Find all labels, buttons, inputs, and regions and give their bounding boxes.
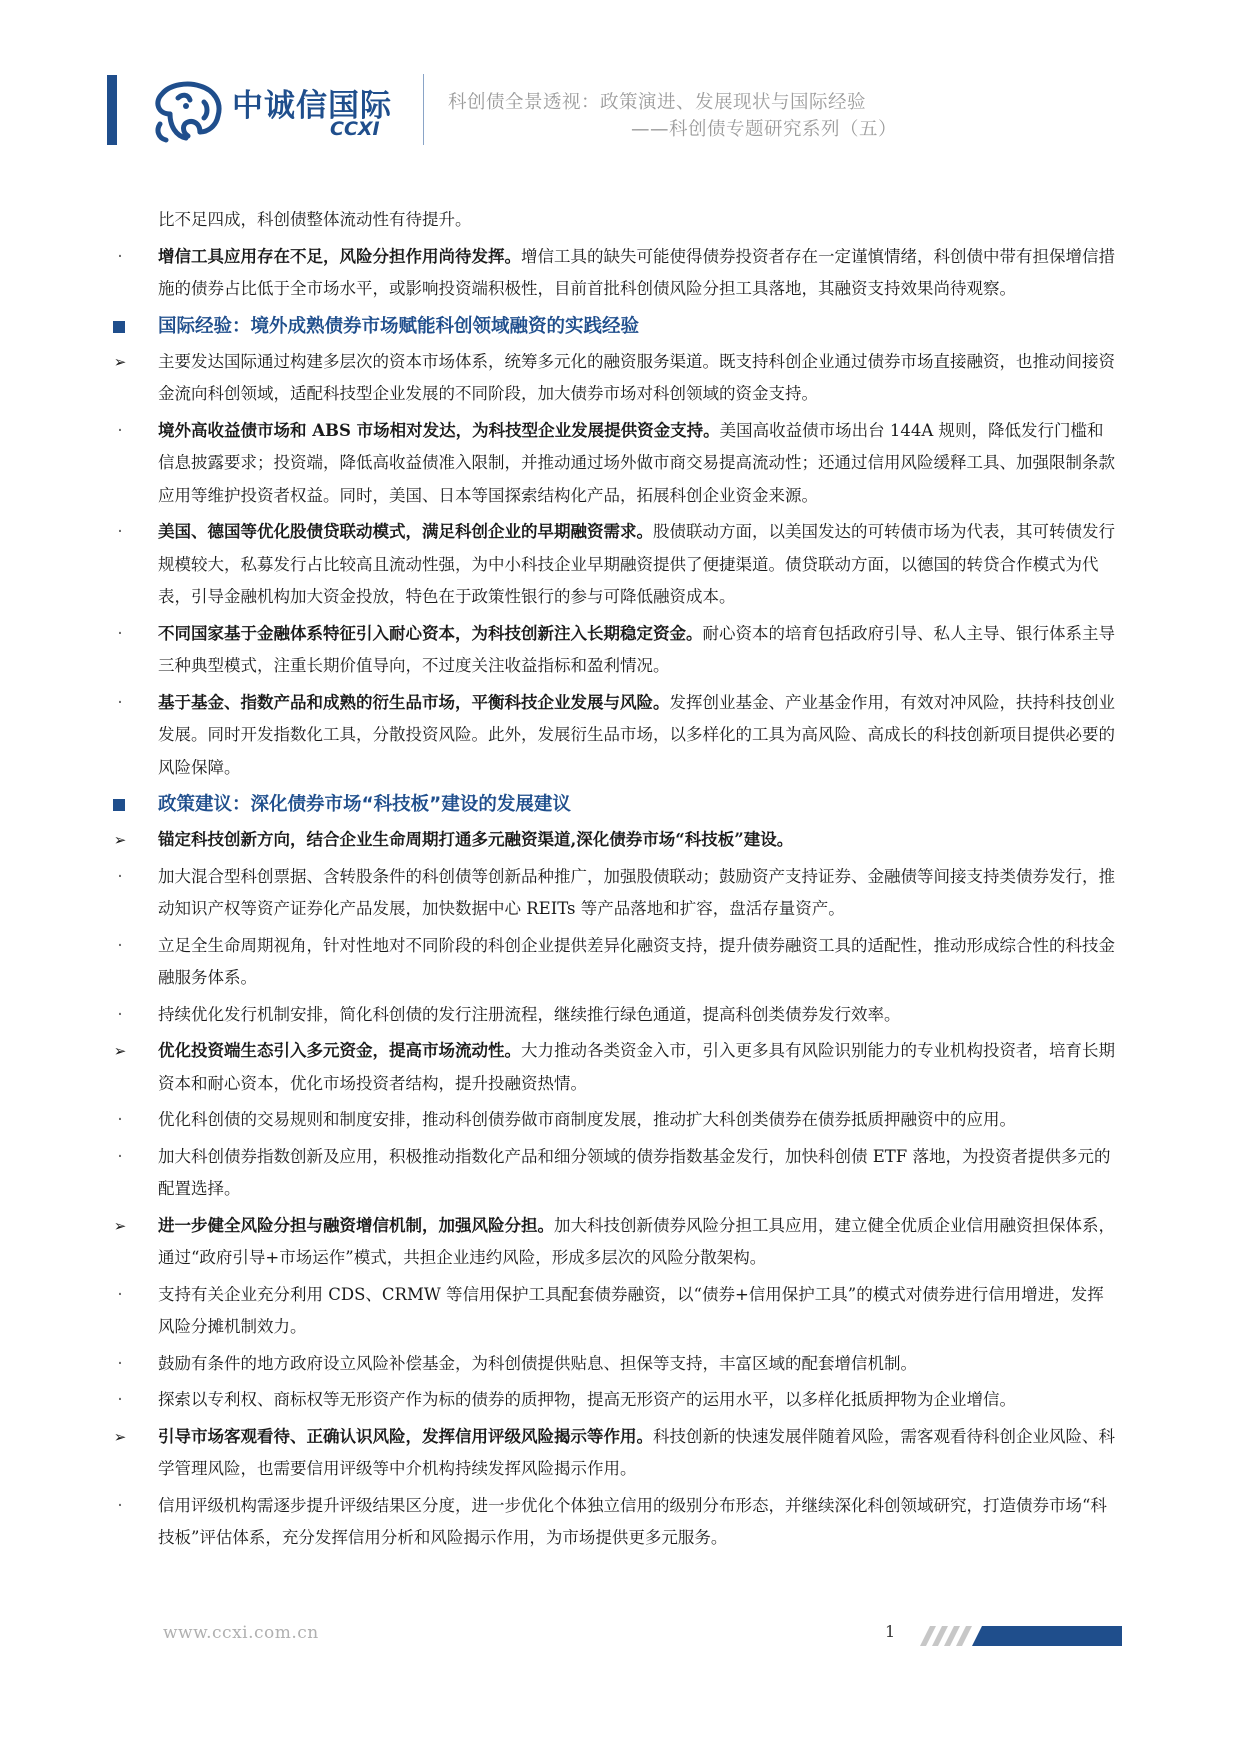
arrow-bullet-icon: ➢ <box>113 1216 127 1235</box>
dot-bullet-icon: · <box>117 1284 123 1304</box>
paragraph <box>0 346 1118 411</box>
paragraph-text: 股债联动方面，以美国发达的可转债市场为代表，其可转债发行规模较大，私募发行占比较高且流动性强，为中小科技企业早期融资提供了便捷渠道。债贷联动方面，以德国的转贷合作模式为代表，引导金融机构加大资金投放，特色在于政策性银行的参与可降低融资成本。 <box>158 522 1115 606</box>
paragraph <box>0 1279 1118 1344</box>
paragraph-text: 科技创新的快速发展伴随着风险，需客观看待科创企业风险、科学管理风险，也需要信用评级等中介机构持续发挥风险揭示作用。 <box>158 1426 1115 1478</box>
paragraph-text: 优化科创债的交易规则和制度安排，推动科创债券做市商制度发展，推动扩大科创类债券在债券抵质押融资中的应用。 <box>158 1110 1016 1129</box>
dot-bullet-icon: · <box>117 623 123 643</box>
paragraph-text: 支持有关企业充分利用 CDS、CRMW 等信用保护工具配套债券融资，以“债券+信用保护工具”的模式对债券进行信用增进，发挥风险分摊机制效力。 <box>158 1284 1104 1336</box>
paragraph-text: 加大科技创新债券风险分担工具应用，建立健全优质企业信用融资担保体系，通过“政府引导+市场运作”模式，共担企业违约风险，形成多层次的风险分散架构。 <box>158 1215 1115 1267</box>
footer-website: www.ccxi.com.cn <box>163 1623 319 1643</box>
paragraph-lead: 进一步健全风险分担与融资增信机制，加强风险分担。 <box>158 1215 554 1235</box>
paragraph-lead: 不同国家基于金融体系特征引入耐心资本，为科技创新注入长期稳定资金。 <box>158 623 703 643</box>
paragraph <box>0 1104 1118 1137</box>
dot-bullet-icon: · <box>117 1495 123 1515</box>
paragraph <box>0 687 1118 785</box>
paragraph <box>0 1141 1118 1206</box>
paragraph-lead: 锚定科技创新方向，结合企业生命周期打通多元融资渠道,深化债券市场“科技板”建设。 <box>158 830 794 849</box>
dot-bullet-icon: · <box>117 692 123 712</box>
paragraph-lead: 境外高收益债市场和 ABS 市场相对发达，为科技型企业发展提供资金支持。 <box>158 420 720 440</box>
paragraph-lead: 基于基金、指数产品和成熟的衍生品市场，平衡科技企业发展与风险。 <box>158 692 670 712</box>
report-series-subtitle: ——科创债专题研究系列（五） <box>631 119 898 140</box>
section-heading <box>0 788 1118 822</box>
section-heading-text: 政策建议：深化债券市场“科技板”建设的发展建议 <box>158 794 571 815</box>
dot-bullet-icon: · <box>117 246 123 266</box>
paragraph <box>0 618 1118 683</box>
paragraph <box>0 999 1118 1032</box>
paragraph-lead: 增信工具应用存在不足，风险分担作用尚待发挥。 <box>158 246 521 266</box>
dot-bullet-icon: · <box>117 1146 123 1166</box>
paragraph-lead: 引导市场客观看待、正确认识风险，发挥信用评级风险揭示等作用。 <box>158 1426 653 1446</box>
paragraph <box>0 861 1118 926</box>
paragraph-text: 耐心资本的培育包括政府引导、私人主导、银行体系主导三种典型模式，注重长期价值导向，不过度关注收益指标和盈利情况。 <box>158 623 1115 675</box>
paragraph <box>0 1490 1118 1555</box>
arrow-bullet-icon: ➢ <box>113 352 127 371</box>
dot-bullet-icon: · <box>117 935 123 955</box>
paragraph-text: 立足全生命周期视角，针对性地对不同阶段的科创企业提供差异化融资支持，提升债券融资工具的适配性，推动形成综合性的科技金融服务体系。 <box>158 935 1115 987</box>
paragraph <box>0 1035 1118 1100</box>
paragraph-text: 比不足四成，科创债整体流动性有待提升。 <box>158 210 472 229</box>
section-heading <box>0 310 1118 344</box>
paragraph-text: 信用评级机构需逐步提升评级结果区分度，进一步优化个体独立信用的级别分布形态，并继续深化科创领域研究，打造债券市场“科技板”评估体系，充分发挥信用分析和风险揭示作用，为市场提供更多元服务。 <box>158 1495 1107 1547</box>
paragraph-text: 主要发达国际通过构建多层次的资本市场体系，统筹多元化的融资服务渠道。既支持科创企业通过债券市场直接融资，也推动间接资金流向科创领域，适配科技型企业发展的不同阶段，加大债券市场对科创领域的资金支持。 <box>158 351 1115 403</box>
arrow-bullet-icon: ➢ <box>113 1427 127 1446</box>
report-title: 科创债全景透视：政策演进、发展现状与国际经验 <box>448 92 867 113</box>
paragraph-text: 大力推动各类资金入市，引入更多具有风险识别能力的专业机构投资者，培育长期资本和耐心资本，优化市场投资者结构，提升投融资热情。 <box>158 1041 1115 1093</box>
dot-bullet-icon: · <box>117 522 123 541</box>
paragraph <box>0 1348 1118 1381</box>
paragraph <box>0 930 1118 995</box>
paragraph <box>0 415 1118 513</box>
footer-stripes-decoration <box>912 1624 1122 1646</box>
paragraph <box>0 516 1118 614</box>
square-bullet-icon <box>113 799 125 811</box>
header-accent-bar <box>107 75 117 145</box>
logo-chinese-name: 中诚信国际 <box>232 88 392 124</box>
paragraph-lead: 美国、德国等优化股债贷联动模式，满足科创企业的早期融资需求。 <box>158 522 653 541</box>
company-logo <box>148 74 418 146</box>
elephant-logo-icon <box>148 74 230 146</box>
paragraph <box>0 1384 1118 1417</box>
dot-bullet-icon: · <box>117 1390 123 1409</box>
square-bullet-icon <box>113 321 125 333</box>
paragraph-text: 美国高收益债市场出台 144A 规则，降低发行门槛和信息披露要求；投资端，降低高收益债准入限制，并推动通过场外做市商交易提高流动性；还通过信用风险缓释工具、加强限制条款应用等维护投资者权益。同时，美国、日本等国探索结构化产品，拓展科创企业资金来源。 <box>158 420 1115 505</box>
paragraph-text: 探索以专利权、商标权等无形资产作为标的债券的质押物，提高无形资产的运用水平，以多样化抵质押物为企业增信。 <box>158 1390 1016 1409</box>
arrow-bullet-icon: ➢ <box>113 1042 127 1060</box>
paragraph <box>0 1210 1118 1275</box>
paragraph <box>0 824 1118 857</box>
paragraph-lead: 优化投资端生态引入多元资金，提高市场流动性。 <box>158 1041 521 1060</box>
paragraph-text: 增信工具的缺失可能使得债券投资者存在一定谨慎情绪，科创债中带有担保增信措施的债券占比低于全市场水平，或影响投资端积极性，目前首批科创债风险分担工具落地，其融资支持效果尚待观察。 <box>158 246 1115 298</box>
dot-bullet-icon: · <box>117 1353 123 1373</box>
logo-english-name: CCXI <box>330 118 380 140</box>
paragraph-text: 加大混合型科创票据、含转股条件的科创债等创新品种推广，加强股债联动；鼓励资产支持证券、金融债等间接支持类债券发行，推动知识产权等资产证券化产品发展，加快数据中心 REITs 等产品落地和扩容，盘活存量资产。 <box>158 866 1115 918</box>
paragraph-text: 持续优化发行机制安排，简化科创债的发行注册流程，继续推行绿色通道，提高科创类债券发行效率。 <box>158 1004 901 1024</box>
paragraph-text: 加大科创债券指数创新及应用，积极推动指数化产品和细分领域的债券指数基金发行，加快科创债 ETF 落地，为投资者提供多元的配置选择。 <box>158 1146 1111 1198</box>
dot-bullet-icon: · <box>117 1004 123 1024</box>
dot-bullet-icon: · <box>117 866 123 886</box>
paragraph <box>0 241 1118 306</box>
dot-bullet-icon: · <box>117 1110 123 1129</box>
paragraph-text: 鼓励有条件的地方政府设立风险补偿基金，为科创债提供贴息、担保等支持，丰富区域的配套增信机制。 <box>158 1353 917 1373</box>
header-divider <box>423 74 424 145</box>
paragraph <box>0 1421 1118 1486</box>
document-body <box>0 204 1241 1559</box>
paragraph-text: 发挥创业基金、产业基金作用，有效对冲风险，扶持科技创业发展。同时开发指数化工具，分散投资风险。此外，发展衍生品市场，以多样化的工具为高风险、高成长的科技创新项目提供必要的风险保障。 <box>158 692 1115 777</box>
page-number: 1 <box>885 1622 896 1641</box>
page-header <box>0 0 1241 160</box>
paragraph <box>0 204 1118 237</box>
dot-bullet-icon: · <box>117 420 123 440</box>
arrow-bullet-icon: ➢ <box>113 831 127 849</box>
section-heading-text: 国际经验：境外成熟债券市场赋能科创领域融资的实践经验 <box>158 315 640 337</box>
